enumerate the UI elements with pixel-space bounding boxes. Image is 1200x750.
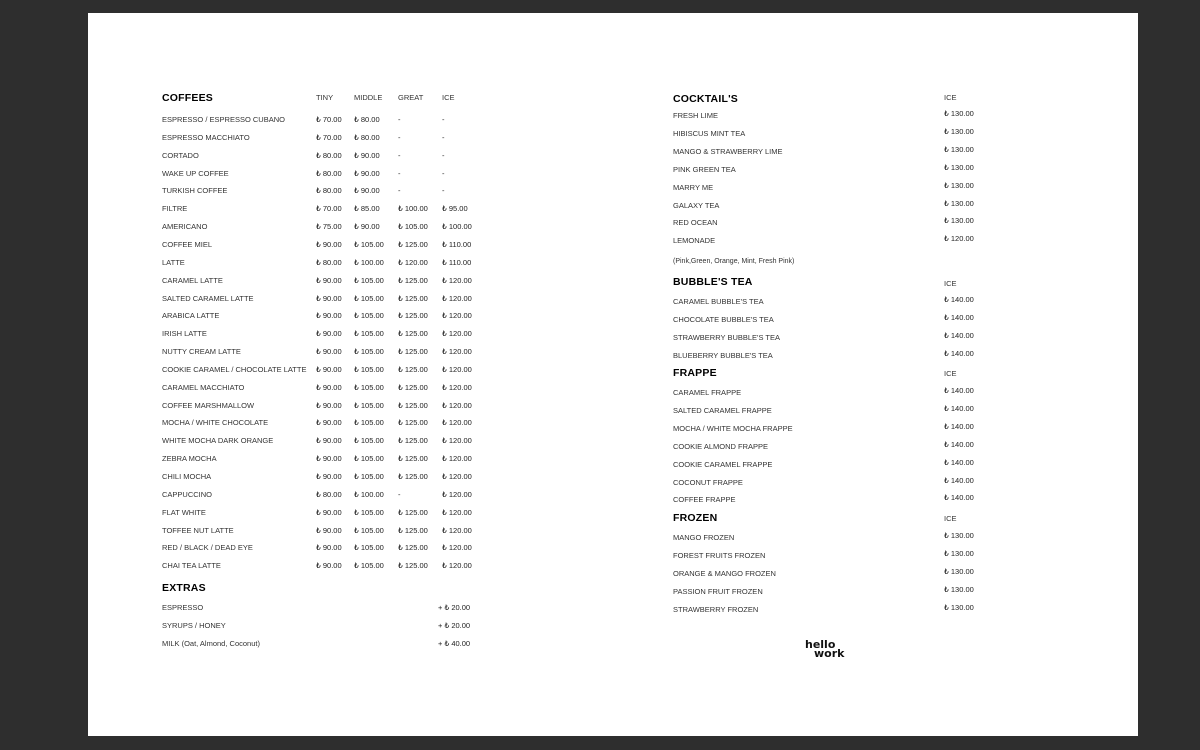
menu-page — [88, 13, 1138, 736]
coffee-item-price: ₺ 90.00 — [316, 382, 342, 392]
coffee-item-name: ESPRESSO MACCHIATO — [162, 132, 250, 142]
coffee-item-price: ₺ 100.00 — [442, 222, 472, 232]
coffee-item-price: ₺ 105.00 — [354, 311, 384, 321]
coffee-item-price: ₺ 125.00 — [398, 329, 428, 339]
cocktails-ice-head: ICE — [944, 93, 957, 102]
coffee-item-price: ₺ 90.00 — [354, 168, 380, 178]
cocktail-item-price: ₺ 130.00 — [944, 144, 974, 154]
coffee-item-price: ₺ 100.00 — [398, 204, 428, 214]
coffee-item-price: ₺ 125.00 — [398, 472, 428, 481]
coffee-item-price: ₺ 70.00 — [316, 115, 342, 124]
coffee-item-price: ₺ 90.00 — [316, 275, 342, 285]
coffee-item-price: ₺ 105.00 — [354, 364, 384, 374]
coffee-item-price: ₺ 125.00 — [398, 543, 428, 553]
coffee-item-price: - — [398, 489, 401, 499]
extra-item-price: + ₺ 20.00 — [438, 621, 471, 630]
frappe-item-name: COOKIE CARAMEL FRAPPE — [673, 459, 773, 469]
coffee-item-name: WHITE MOCHA DARK ORANGE — [162, 436, 274, 446]
coffee-item-price: ₺ 125.00 — [398, 561, 428, 571]
coffee-item-price: ₺ 125.00 — [398, 525, 428, 535]
coffee-item-price: ₺ 105.00 — [354, 382, 384, 392]
coffee-item-price: ₺ 120.00 — [442, 329, 472, 339]
coffee-item-price: ₺ 105.00 — [354, 400, 384, 410]
coffee-item-name: CHAI TEA LATTE — [162, 561, 221, 571]
bubble-item-name: CARAMEL BUBBLE'S TEA — [673, 297, 764, 306]
cocktail-item-price: ₺ 120.00 — [944, 234, 974, 244]
coffee-item-name: SALTED CARAMEL LATTE — [162, 293, 254, 303]
col-head-middle: MIDDLE — [354, 93, 383, 102]
coffee-item-price: - — [442, 186, 445, 196]
coffee-item-price: ₺ 105.00 — [354, 454, 384, 464]
bubble-item-name: STRAWBERRY BUBBLE'S TEA — [673, 332, 781, 342]
cocktail-item-name: MARRY ME — [673, 182, 714, 192]
bubble-item-name: BLUEBERRY BUBBLE'S TEA — [673, 350, 773, 360]
coffee-item-price: ₺ 105.00 — [354, 239, 384, 249]
coffee-item-price: ₺ 85.00 — [354, 204, 380, 214]
frozen-item-name: ORANGE & MANGO FROZEN — [673, 568, 776, 578]
coffee-item-price: ₺ 100.00 — [354, 489, 384, 499]
coffee-item-price: ₺ 105.00 — [354, 525, 384, 535]
coffee-item-price: ₺ 120.00 — [442, 436, 472, 446]
coffee-item-price: ₺ 125.00 — [398, 382, 428, 392]
coffee-item-price: ₺ 80.00 — [316, 257, 342, 267]
coffee-item-price: ₺ 90.00 — [354, 222, 380, 232]
coffee-item-name: NUTTY CREAM LATTE — [162, 347, 241, 357]
coffee-item-price: ₺ 120.00 — [442, 561, 472, 571]
cocktail-item-price: ₺ 130.00 — [944, 109, 974, 118]
coffee-item-price: ₺ 125.00 — [398, 364, 428, 374]
coffee-item-price: ₺ 90.00 — [316, 454, 342, 464]
coffee-item-price: ₺ 105.00 — [354, 275, 384, 285]
cocktail-item-price: ₺ 130.00 — [944, 198, 974, 208]
frozen-item-name: PASSION FRUIT FROZEN — [673, 586, 763, 596]
frozen-item-price: ₺ 130.00 — [944, 548, 974, 558]
coffee-item-price: ₺ 90.00 — [316, 311, 342, 321]
coffee-item-price: ₺ 125.00 — [398, 275, 428, 285]
cocktail-item-price: ₺ 130.00 — [944, 126, 974, 136]
coffee-item-price: ₺ 80.00 — [354, 132, 380, 142]
coffee-item-price: ₺ 105.00 — [354, 293, 384, 303]
cocktails-title: COCKTAIL'S — [673, 93, 738, 105]
frozen-item-price: ₺ 130.00 — [944, 602, 974, 612]
frappe-ice-head: ICE — [944, 369, 957, 378]
extra-item-name: SYRUPS / HONEY — [162, 621, 226, 630]
coffee-item-price: ₺ 105.00 — [398, 222, 428, 232]
frappe-item-price: ₺ 140.00 — [944, 421, 974, 431]
coffee-item-price: - — [398, 132, 401, 142]
coffee-item-price: ₺ 90.00 — [316, 561, 342, 571]
coffee-item-price: ₺ 70.00 — [316, 204, 342, 214]
coffee-item-price: ₺ 95.00 — [442, 204, 468, 214]
extra-item-price: + ₺ 40.00 — [438, 639, 471, 648]
coffee-item-name: COFFEE MIEL — [162, 239, 213, 249]
coffee-item-name: MOCHA / WHITE CHOCOLATE — [162, 418, 269, 428]
cocktail-item-name: PINK GREEN TEA — [673, 164, 736, 174]
bubble-item-price: ₺ 140.00 — [944, 330, 974, 340]
coffee-item-price: ₺ 80.00 — [316, 186, 342, 196]
coffee-item-price: ₺ 125.00 — [398, 239, 428, 249]
coffee-item-price: ₺ 80.00 — [316, 168, 342, 178]
coffee-item-price: ₺ 120.00 — [442, 311, 472, 321]
coffee-item-price: ₺ 120.00 — [442, 507, 472, 517]
col-head-tiny: TINY — [316, 93, 334, 102]
coffee-item-price: ₺ 125.00 — [398, 507, 428, 517]
coffee-item-price: ₺ 100.00 — [354, 257, 384, 267]
bubbles-ice-head: ICE — [944, 279, 957, 288]
coffee-item-price: ₺ 90.00 — [316, 364, 342, 374]
frappe-item-price: ₺ 140.00 — [944, 457, 974, 467]
coffee-item-price: - — [442, 132, 445, 142]
coffee-item-price: ₺ 125.00 — [398, 400, 428, 410]
coffees-title: COFFEES — [162, 92, 213, 104]
frappe-item-name: CARAMEL FRAPPE — [673, 388, 742, 397]
frappe-item-name: MOCHA / WHITE MOCHA FRAPPE — [673, 423, 793, 433]
coffee-item-price: - — [398, 115, 401, 124]
coffee-item-price: ₺ 120.00 — [398, 257, 428, 267]
coffee-item-price: ₺ 80.00 — [354, 115, 380, 124]
bubble-item-price: ₺ 140.00 — [944, 348, 974, 358]
frappe-item-price: ₺ 140.00 — [944, 386, 974, 395]
coffee-item-price: ₺ 120.00 — [442, 293, 472, 303]
coffee-item-price: ₺ 105.00 — [354, 347, 384, 357]
cocktail-item-name: FRESH LIME — [673, 111, 719, 120]
coffee-item-price: ₺ 120.00 — [442, 489, 472, 499]
coffee-item-price: ₺ 90.00 — [316, 543, 342, 553]
cocktail-item-name: LEMONADE — [673, 236, 716, 246]
coffee-item-price: ₺ 90.00 — [316, 507, 342, 517]
coffee-item-price: ₺ 120.00 — [442, 400, 472, 410]
frappe-item-price: ₺ 140.00 — [944, 439, 974, 449]
coffee-item-price: ₺ 90.00 — [316, 472, 342, 481]
coffee-item-price: - — [398, 150, 401, 160]
col-head-great: GREAT — [398, 93, 424, 102]
frappe-title: FRAPPE — [673, 367, 717, 379]
coffee-item-price: ₺ 90.00 — [354, 150, 380, 160]
coffee-item-price: ₺ 105.00 — [354, 436, 384, 446]
coffee-item-name: FLAT WHITE — [162, 507, 206, 517]
coffee-item-name: IRISH LATTE — [162, 329, 207, 339]
cocktail-item-name: MANGO & STRAWBERRY LIME — [673, 146, 783, 156]
logo-line-1: hello — [805, 638, 836, 651]
coffee-item-price: ₺ 110.00 — [442, 239, 472, 249]
lemonade-note: (Pink,Green, Orange, Mint, Fresh Pink) — [673, 258, 795, 265]
frappe-item-price: ₺ 140.00 — [944, 475, 974, 485]
frappe-item-name: COOKIE ALMOND FRAPPE — [673, 441, 769, 451]
coffee-item-name: TURKISH COFFEE — [162, 186, 228, 196]
bubbles-title: BUBBLE'S TEA — [673, 276, 753, 288]
bubble-item-name: CHOCOLATE BUBBLE'S TEA — [673, 314, 774, 324]
coffee-item-price: ₺ 105.00 — [354, 329, 384, 339]
coffee-item-price: ₺ 120.00 — [442, 472, 472, 481]
hellowork-logo — [805, 640, 844, 658]
frappe-item-name: COFFEE FRAPPE — [673, 495, 736, 505]
coffee-item-price: ₺ 90.00 — [316, 418, 342, 428]
coffee-item-price: ₺ 80.00 — [316, 489, 342, 499]
coffee-item-name: WAKE UP COFFEE — [162, 168, 229, 178]
coffee-item-name: ESPRESSO / ESPRESSO CUBANO — [162, 115, 285, 124]
coffee-item-price: ₺ 125.00 — [398, 436, 428, 446]
frozen-title: FROZEN — [673, 512, 718, 524]
frozen-item-price: ₺ 130.00 — [944, 566, 974, 576]
cocktail-item-name: GALAXY TEA — [673, 200, 720, 210]
coffee-item-price: ₺ 125.00 — [398, 418, 428, 428]
col-head-ice: ICE — [442, 93, 455, 102]
frozen-item-price: ₺ 130.00 — [944, 584, 974, 594]
coffee-item-price: ₺ 90.00 — [354, 186, 380, 196]
coffee-item-name: COFFEE MARSHMALLOW — [162, 400, 255, 410]
coffee-item-price: ₺ 125.00 — [398, 293, 428, 303]
coffee-item-price: ₺ 125.00 — [398, 454, 428, 464]
frappe-item-price: ₺ 140.00 — [944, 493, 974, 503]
coffee-item-name: TOFFEE NUT LATTE — [162, 525, 234, 535]
logo-line-2: work — [814, 647, 845, 660]
cocktail-item-name: HIBISCUS MINT TEA — [673, 128, 746, 138]
coffee-item-price: ₺ 75.00 — [316, 222, 342, 232]
coffee-item-price: ₺ 125.00 — [398, 311, 428, 321]
coffee-item-price: - — [442, 150, 445, 160]
coffee-item-name: CORTADO — [162, 150, 199, 160]
coffee-item-price: ₺ 90.00 — [316, 329, 342, 339]
coffee-item-price: ₺ 125.00 — [398, 347, 428, 357]
coffee-item-price: ₺ 120.00 — [442, 543, 472, 553]
coffee-item-price: ₺ 110.00 — [442, 257, 472, 267]
frozen-ice-head: ICE — [944, 514, 957, 523]
coffee-item-price: ₺ 105.00 — [354, 472, 384, 481]
extra-item-name: MILK (Oat, Almond, Coconut) — [162, 639, 260, 648]
coffee-item-price: ₺ 120.00 — [442, 454, 472, 464]
coffee-item-name: COOKIE CARAMEL / CHOCOLATE LATTE — [162, 364, 307, 374]
frappe-item-price: ₺ 140.00 — [944, 403, 974, 413]
frappe-item-name: SALTED CARAMEL FRAPPE — [673, 405, 772, 415]
coffee-item-price: ₺ 80.00 — [316, 150, 342, 160]
frozen-item-name: FOREST FRUITS FROZEN — [673, 550, 766, 560]
cocktail-item-price: ₺ 130.00 — [944, 180, 974, 190]
coffee-item-price: ₺ 120.00 — [442, 364, 472, 374]
coffee-item-price: - — [442, 168, 445, 178]
frappe-item-name: COCONUT FRAPPE — [673, 477, 743, 487]
coffee-item-name: FILTRE — [162, 204, 188, 214]
extra-item-name: ESPRESSO — [162, 603, 204, 612]
frozen-item-name: MANGO FROZEN — [673, 533, 735, 542]
coffee-item-name: ARABICA LATTE — [162, 311, 220, 321]
coffee-item-price: ₺ 90.00 — [316, 400, 342, 410]
coffee-item-price: ₺ 90.00 — [316, 347, 342, 357]
coffee-item-price: ₺ 120.00 — [442, 347, 472, 357]
coffee-item-name: CARAMEL MACCHIATO — [162, 382, 245, 392]
cocktail-item-price: ₺ 130.00 — [944, 162, 974, 172]
coffee-item-price: ₺ 105.00 — [354, 543, 384, 553]
coffee-item-price: - — [398, 168, 401, 178]
coffee-item-price: ₺ 105.00 — [354, 507, 384, 517]
frozen-item-price: ₺ 130.00 — [944, 531, 974, 540]
coffee-item-name: CARAMEL LATTE — [162, 275, 223, 285]
coffee-item-price: ₺ 90.00 — [316, 293, 342, 303]
coffee-item-price: ₺ 70.00 — [316, 132, 342, 142]
extra-item-price: + ₺ 20.00 — [438, 603, 471, 612]
coffee-item-price: ₺ 105.00 — [354, 561, 384, 571]
coffee-item-name: ZEBRA MOCHA — [162, 454, 217, 464]
coffee-item-name: AMERICANO — [162, 222, 208, 232]
coffee-item-price: - — [442, 115, 445, 124]
coffee-item-price: ₺ 90.00 — [316, 525, 342, 535]
cocktail-item-price: ₺ 130.00 — [944, 216, 974, 226]
coffee-item-price: ₺ 120.00 — [442, 418, 472, 428]
bubble-item-price: ₺ 140.00 — [944, 295, 974, 304]
bubble-item-price: ₺ 140.00 — [944, 312, 974, 322]
coffee-item-price: - — [398, 186, 401, 196]
coffee-item-price: ₺ 120.00 — [442, 525, 472, 535]
coffee-item-name: RED / BLACK / DEAD EYE — [162, 543, 253, 553]
coffee-item-name: CAPPUCCINO — [162, 489, 213, 499]
extras-title: EXTRAS — [162, 582, 206, 594]
coffee-item-price: ₺ 120.00 — [442, 275, 472, 285]
coffee-item-price: ₺ 105.00 — [354, 418, 384, 428]
coffee-item-name: CHILI MOCHA — [162, 472, 212, 481]
coffee-item-name: LATTE — [162, 257, 185, 267]
coffee-item-price: ₺ 90.00 — [316, 239, 342, 249]
coffee-item-price: ₺ 120.00 — [442, 382, 472, 392]
frozen-item-name: STRAWBERRY FROZEN — [673, 604, 759, 614]
cocktail-item-name: RED OCEAN — [673, 218, 718, 228]
coffee-item-price: ₺ 90.00 — [316, 436, 342, 446]
